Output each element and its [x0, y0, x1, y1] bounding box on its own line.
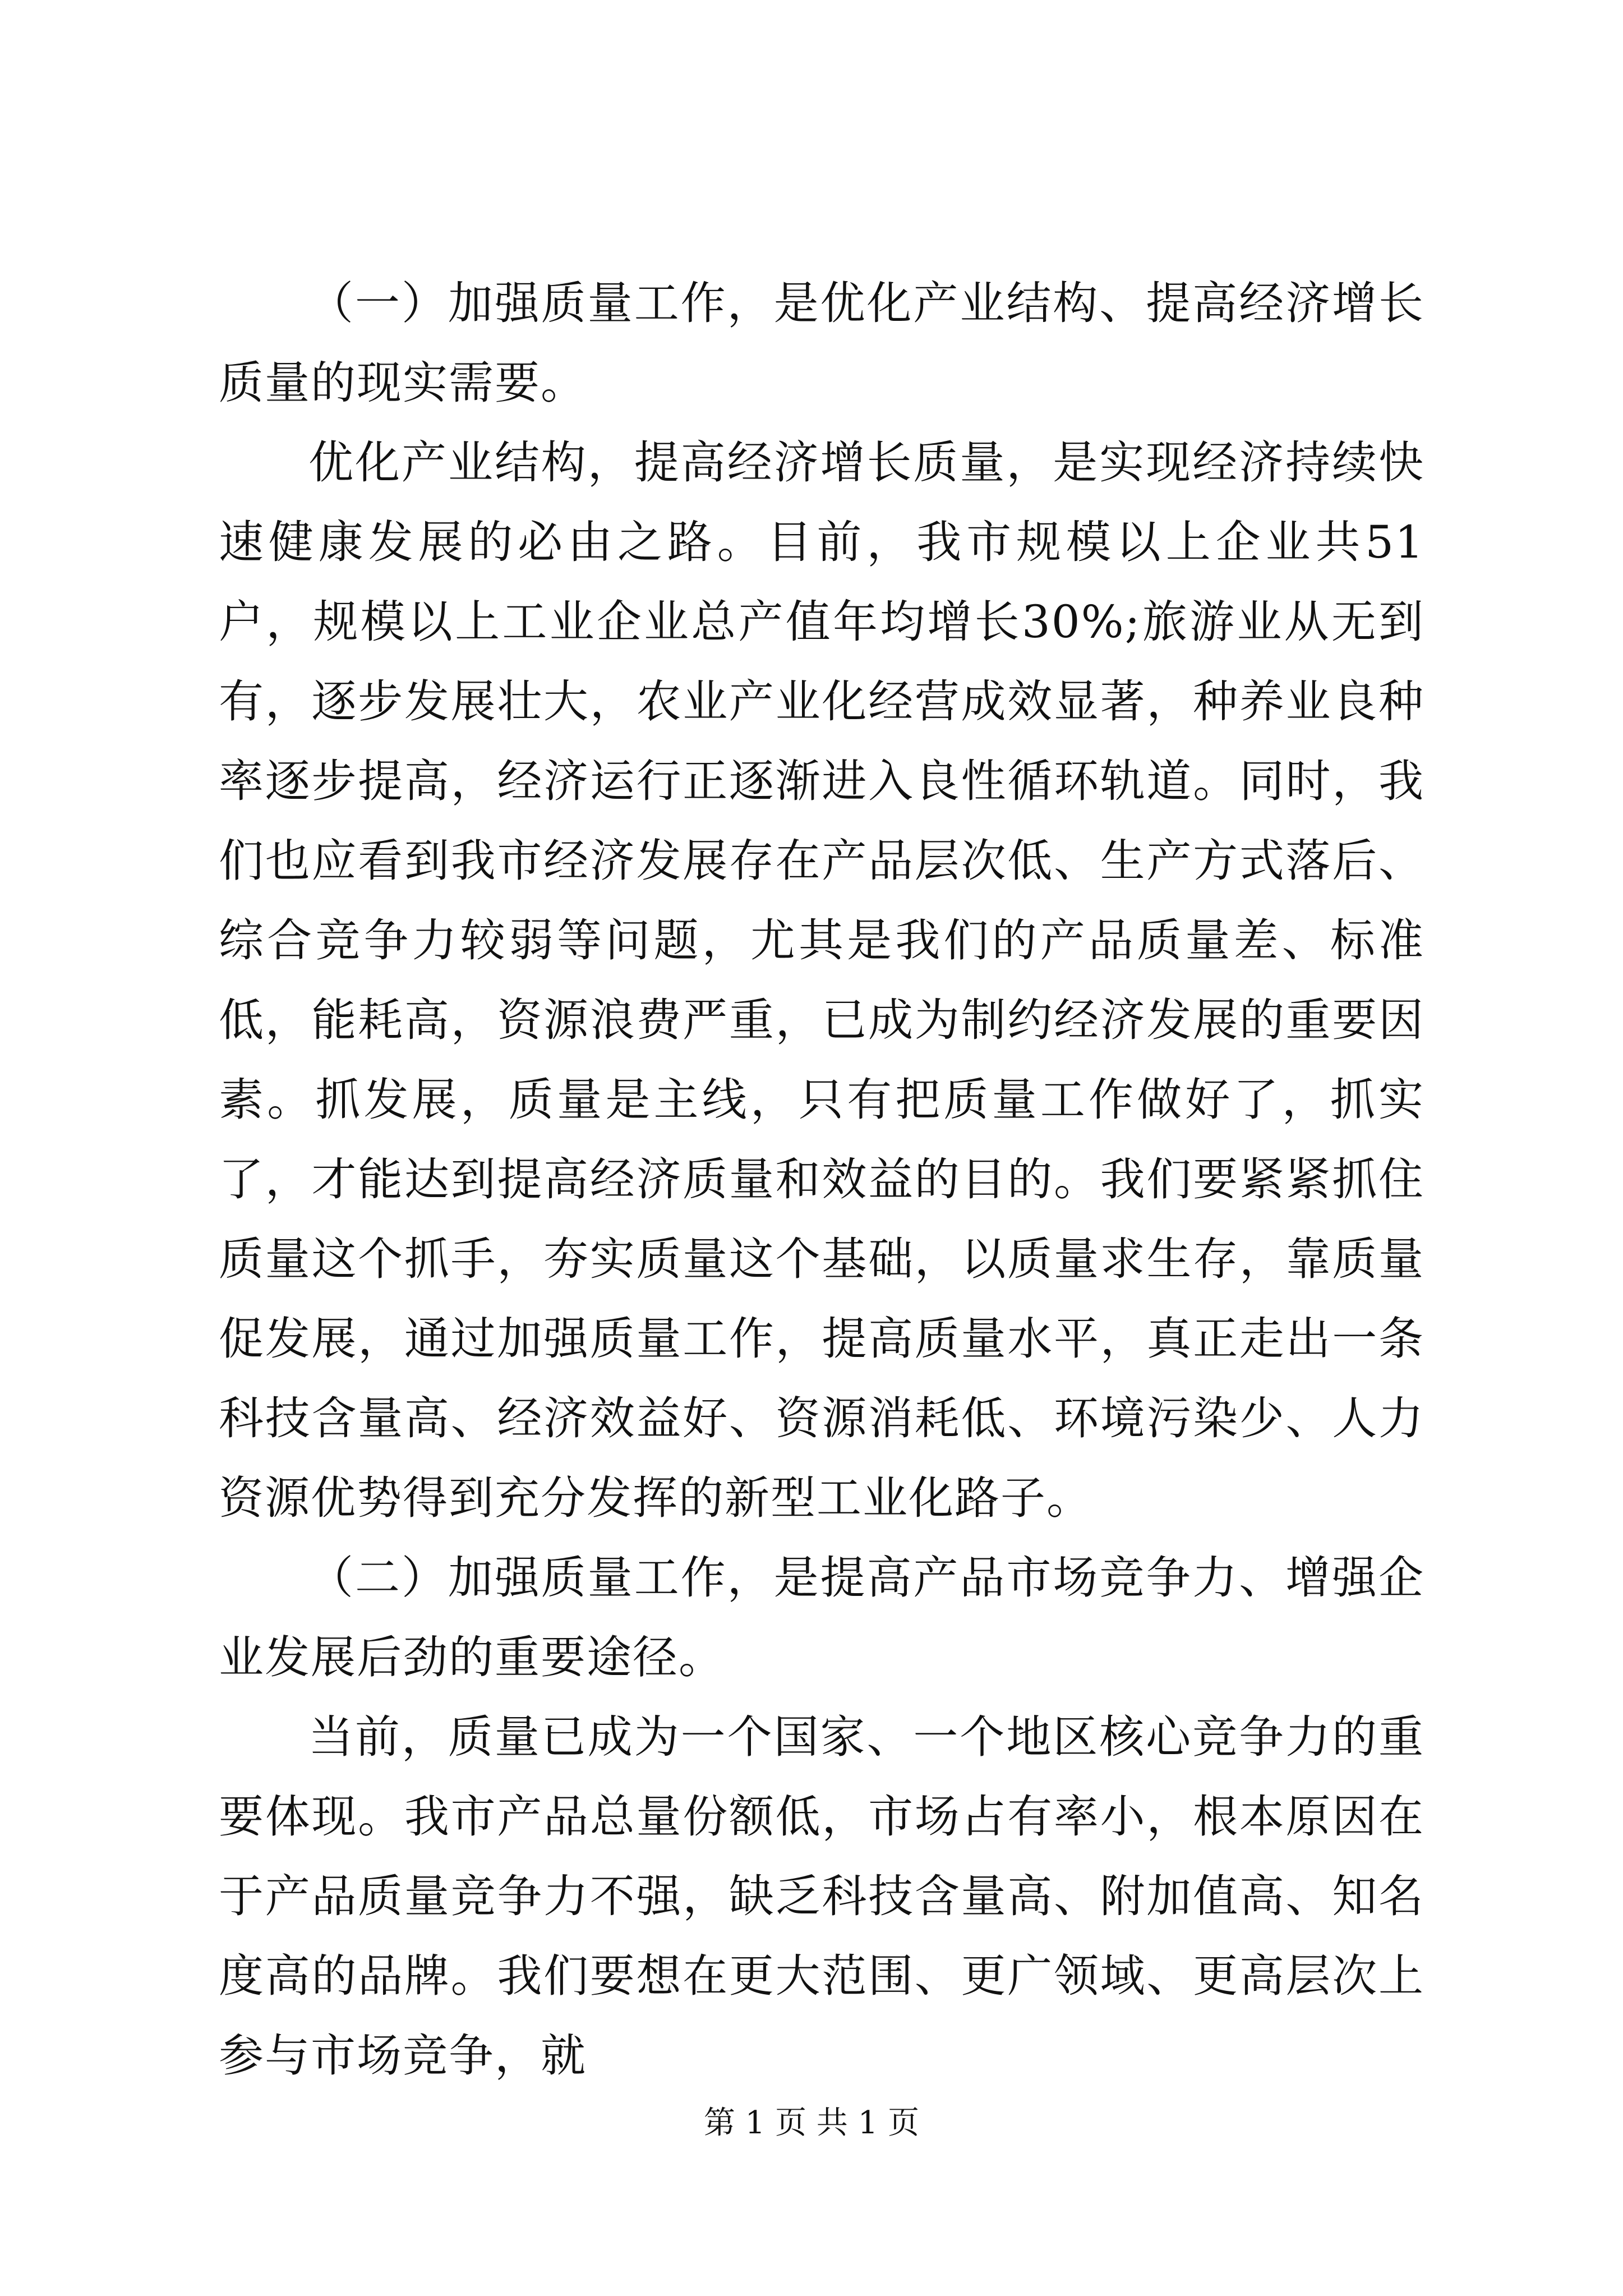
- section-heading-2: （二）加强质量工作，是提高产品市场竞争力、增强企业发展后劲的重要途径。: [219, 1552, 1424, 1683]
- page-number-footer: 第 1 页 共 1 页: [703, 2105, 920, 2141]
- body-paragraph-1: 优化产业结构，提高经济增长质量，是实现经济持续快速健康发展的必由之路。目前，我市规模以上企业共51户，规模以上工业企业总产值年均增长30%;旅游业从无到有，逐步发展壮大，农业产业化经营成效显著，种养业良种率逐步提高，经济运行正逐渐进入良性循环轨道。同时，我们也应看到我市经济发展存在产品层次低、生产方式落后、综合竞争力较弱等问题，尤其是我们的产品质量差、标准低，能耗高，资源浪费严重，已成为制约经济发展的重要因素。抓发展，质量是主线，只有把质量工作做好了，抓实了，才能达到提高经济质量和效益的目的。我们要紧紧抓住质量这个抓手，夯实质量这个基础，以质量求生存，靠质量促发展，通过加强质量工作，提高质量水平，真正走出一条科技含量高、经济效益好、资源消耗低、环境污染少、人力资源优势得到充分发挥的新型工业化路子。: [219, 436, 1424, 1524]
- document-body: [219, 264, 1424, 2096]
- body-paragraph-2: 当前，质量已成为一个国家、一个地区核心竞争力的重要体现。我市产品总量份额低，市场占有率小，根本原因在于产品质量竞争力不强，缺乏科技含量高、附加值高、知名度高的品牌。我们要想在更大范围、更广领域、更高层次上参与市场竞争，就: [219, 1711, 1424, 2082]
- section-heading-1: （一）加强质量工作，是优化产业结构、提高经济增长质量的现实需要。: [219, 277, 1424, 409]
